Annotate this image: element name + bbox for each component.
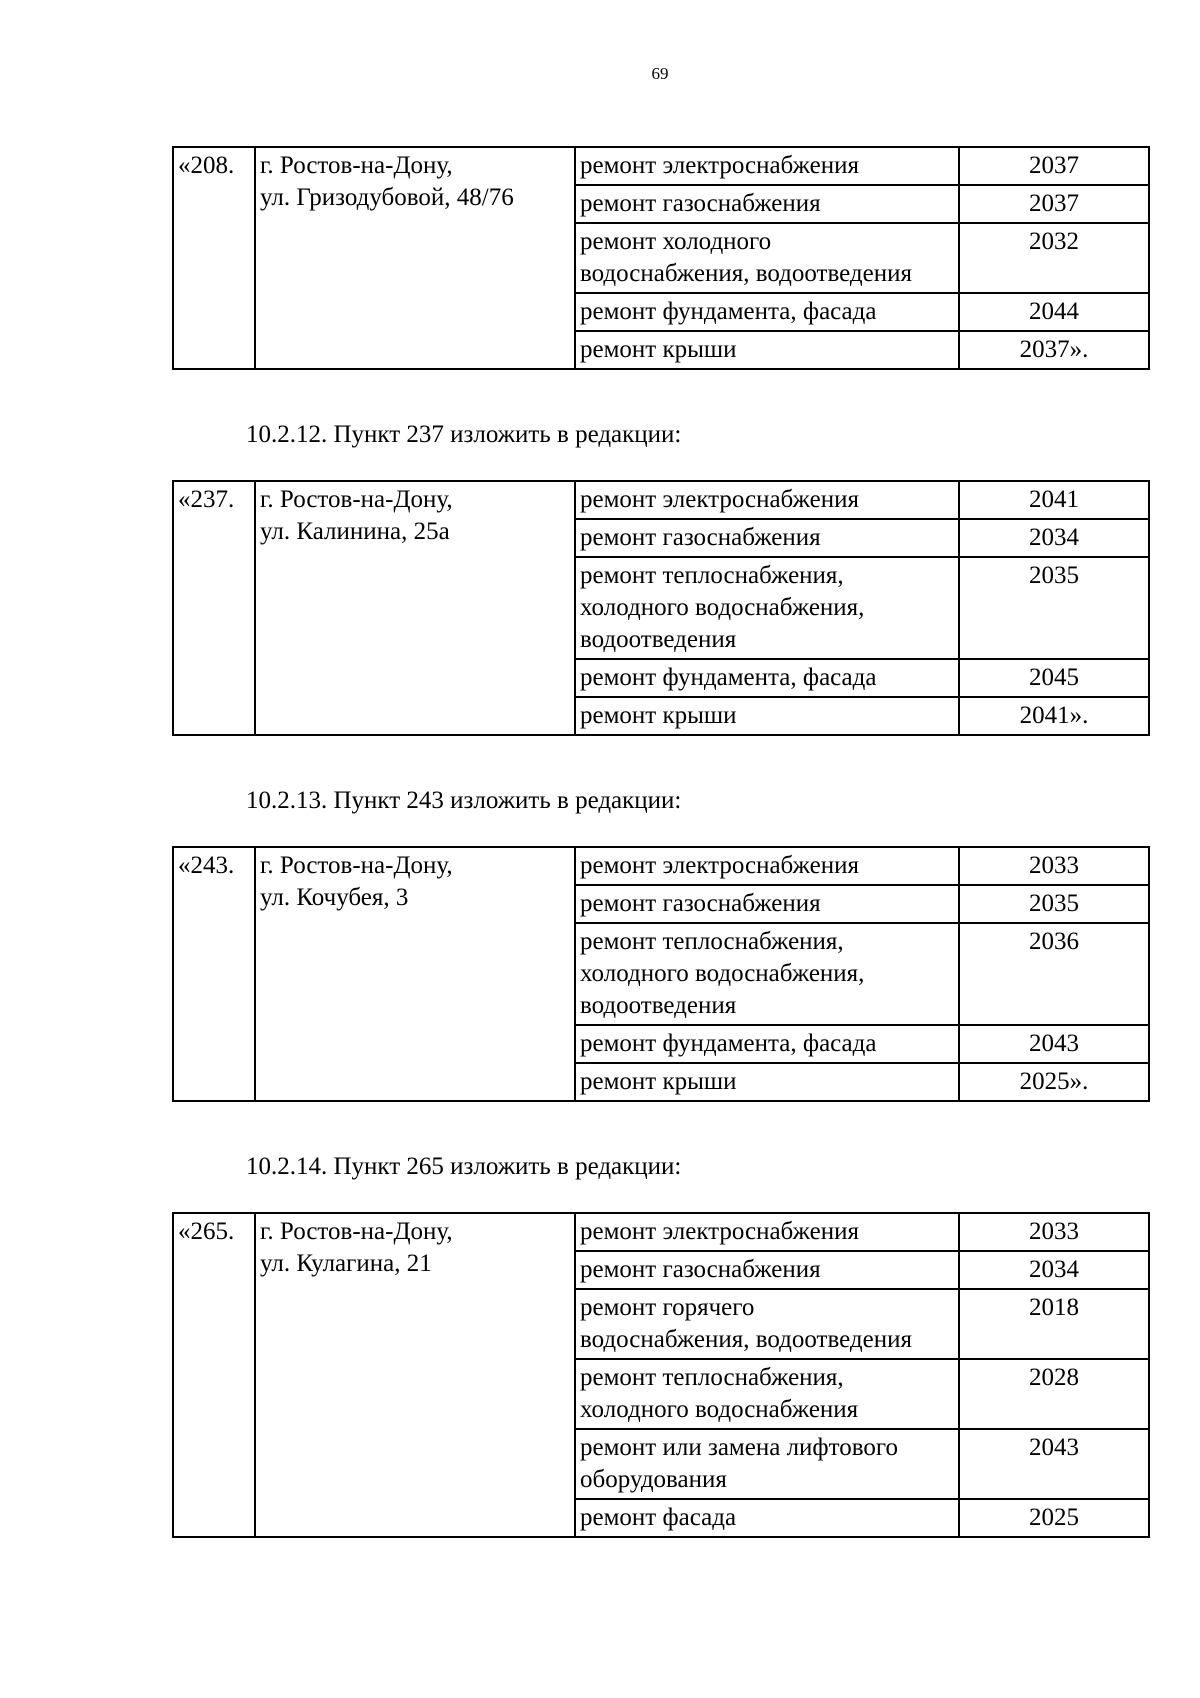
year-cell: 2034 xyxy=(959,519,1149,557)
work-cell xyxy=(575,481,959,519)
table-item-237 xyxy=(172,480,1150,736)
work-line: ремонт газоснабжения xyxy=(580,890,821,917)
year-cell: 2025». xyxy=(959,1063,1149,1101)
work-line: ремонт газоснабжения xyxy=(580,1256,821,1283)
item-address xyxy=(255,847,575,1101)
work-cell xyxy=(575,885,959,923)
item-address xyxy=(255,147,575,369)
year-cell: 2036 xyxy=(959,923,1149,1025)
year-cell: 2033 xyxy=(959,1213,1149,1251)
year-cell: 2045 xyxy=(959,659,1149,697)
work-cell xyxy=(575,1251,959,1289)
work-cell xyxy=(575,223,959,293)
work-line: холодного водоснабжения xyxy=(580,1396,859,1423)
work-line: ремонт или замена лифтового xyxy=(580,1434,898,1461)
work-cell xyxy=(575,147,959,185)
address-line: г. Ростов-на-Дону, xyxy=(260,486,453,513)
work-line: ремонт электроснабжения xyxy=(580,486,859,513)
year-cell: 2044 xyxy=(959,293,1149,331)
work-line: ремонт электроснабжения xyxy=(580,1218,859,1245)
year-cell: 2043 xyxy=(959,1429,1149,1499)
work-line: ремонт крыши xyxy=(580,702,737,729)
year-cell: 2028 xyxy=(959,1359,1149,1429)
work-line: ремонт фундамента, фасада xyxy=(580,1030,877,1057)
work-cell xyxy=(575,1359,959,1429)
year-cell: 2035 xyxy=(959,557,1149,659)
work-cell xyxy=(575,1213,959,1251)
year-cell: 2037». xyxy=(959,331,1149,369)
work-line: ремонт фундамента, фасада xyxy=(580,664,877,691)
paragraph-10-2-12: 10.2.12. Пункт 237 изложить в редакции: xyxy=(246,421,682,448)
work-line: ремонт теплоснабжения, xyxy=(580,1364,844,1391)
address-line: ул. Гризодубовой, 48/76 xyxy=(260,184,514,211)
work-line: ремонт электроснабжения xyxy=(580,152,859,179)
item-address xyxy=(255,1213,575,1537)
year-cell: 2041». xyxy=(959,697,1149,735)
table-row xyxy=(173,847,1149,885)
work-line: водоснабжения, водоотведения xyxy=(580,260,912,287)
work-cell xyxy=(575,293,959,331)
year-cell: 2032 xyxy=(959,223,1149,293)
page-number: 69 xyxy=(651,64,669,83)
year-cell: 2043 xyxy=(959,1025,1149,1063)
address-line: ул. Калинина, 25а xyxy=(260,518,450,545)
item-number: «237. xyxy=(173,481,255,735)
work-line: водоснабжения, водоотведения xyxy=(580,1326,912,1353)
work-line: оборудования xyxy=(580,1466,727,1493)
work-cell xyxy=(575,519,959,557)
address-line: г. Ростов-на-Дону, xyxy=(260,852,453,879)
table-item-265 xyxy=(172,1212,1150,1538)
address-line: ул. Кочубея, 3 xyxy=(260,884,409,911)
item-number: «265. xyxy=(173,1213,255,1537)
table-row xyxy=(173,481,1149,519)
year-cell: 2037 xyxy=(959,147,1149,185)
work-line: холодного водоснабжения, xyxy=(580,594,865,621)
work-cell xyxy=(575,923,959,1025)
work-cell xyxy=(575,847,959,885)
work-cell xyxy=(575,697,959,735)
table-row xyxy=(173,1213,1149,1251)
work-line: ремонт горячего xyxy=(580,1294,755,1321)
year-cell: 2018 xyxy=(959,1289,1149,1359)
work-cell xyxy=(575,1429,959,1499)
work-line: водоотведения xyxy=(580,992,737,1019)
year-cell: 2041 xyxy=(959,481,1149,519)
item-address xyxy=(255,481,575,735)
address-line: г. Ростов-на-Дону, xyxy=(260,1218,453,1245)
work-cell xyxy=(575,1025,959,1063)
work-line: ремонт теплоснабжения, xyxy=(580,928,844,955)
item-number: «243. xyxy=(173,847,255,1101)
year-cell: 2034 xyxy=(959,1251,1149,1289)
work-line: холодного водоснабжения, xyxy=(580,960,865,987)
year-cell: 2025 xyxy=(959,1499,1149,1537)
work-line: ремонт газоснабжения xyxy=(580,524,821,551)
year-cell: 2033 xyxy=(959,847,1149,885)
work-line: ремонт теплоснабжения, xyxy=(580,562,844,589)
work-cell xyxy=(575,1289,959,1359)
work-line: водоотведения xyxy=(580,626,737,653)
work-line: ремонт фасада xyxy=(580,1504,737,1531)
table-item-243 xyxy=(172,846,1150,1102)
work-line: ремонт фундамента, фасада xyxy=(580,298,877,325)
work-cell xyxy=(575,1063,959,1101)
table-row xyxy=(173,147,1149,185)
address-line: г. Ростов-на-Дону, xyxy=(260,152,453,179)
work-cell xyxy=(575,185,959,223)
work-line: ремонт крыши xyxy=(580,1068,737,1095)
work-line: ремонт электроснабжения xyxy=(580,852,859,879)
work-line: ремонт холодного xyxy=(580,228,772,255)
work-line: ремонт крыши xyxy=(580,336,737,363)
item-number: «208. xyxy=(173,147,255,369)
year-cell: 2035 xyxy=(959,885,1149,923)
table-item-208 xyxy=(172,146,1150,370)
work-cell xyxy=(575,557,959,659)
work-cell xyxy=(575,659,959,697)
address-line: ул. Кулагина, 21 xyxy=(260,1250,432,1277)
work-cell xyxy=(575,331,959,369)
paragraph-10-2-13: 10.2.13. Пункт 243 изложить в редакции: xyxy=(246,787,682,814)
paragraph-10-2-14: 10.2.14. Пункт 265 изложить в редакции: xyxy=(246,1153,682,1180)
year-cell: 2037 xyxy=(959,185,1149,223)
work-line: ремонт газоснабжения xyxy=(580,190,821,217)
work-cell xyxy=(575,1499,959,1537)
